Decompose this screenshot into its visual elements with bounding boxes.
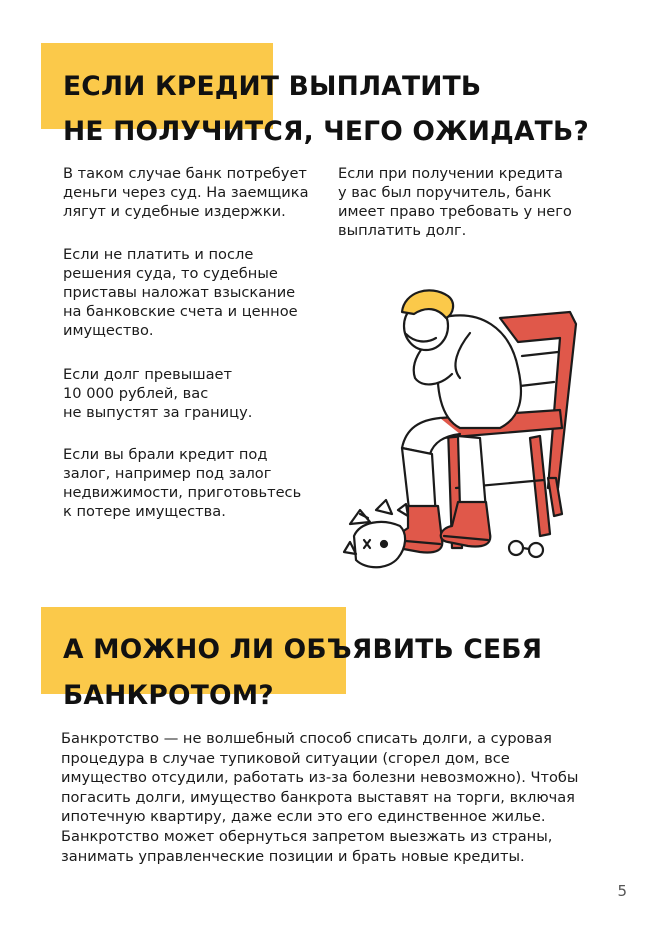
paragraph-court <box>63 164 309 221</box>
text-line: ипотечную квартиру, даже если это его единственное жилье. <box>61 808 546 826</box>
text-line: лягут и судебные издержки. <box>63 203 286 220</box>
text-line: занимать управленческие позиции и брать новые кредиты. <box>61 847 525 865</box>
text-line: недвижимости, приготовьтесь <box>63 484 302 501</box>
section2-title <box>63 627 542 719</box>
text-line: Если долг превышает <box>63 366 233 383</box>
text-line: Если при получении кредита <box>338 165 563 182</box>
section1-title-line1: ЕСЛИ КРЕДИТ ВЫПЛАТИТЬ <box>63 71 482 102</box>
paragraph-collateral <box>63 445 301 521</box>
section2-title-line1: А МОЖНО ЛИ ОБЪЯВИТЬ СЕБЯ <box>63 634 543 665</box>
text-line: залог, например под залог <box>63 465 272 482</box>
text-line: приставы наложат взыскание <box>63 284 296 301</box>
text-line: имеет право требовать у него <box>338 203 572 220</box>
text-line: В таком случае банк потребует <box>63 165 307 182</box>
text-line: Банкротство может обернуться запретом выезжать из страны, <box>61 827 553 845</box>
section1-title <box>63 64 589 154</box>
text-line: выплатить долг. <box>338 222 467 239</box>
text-line: имущество отсудили, работать из-за болезни невозможно). Чтобы <box>61 769 579 787</box>
text-line: Если не платить и после <box>63 246 254 263</box>
paragraph-bailiffs <box>63 245 298 340</box>
text-line: 10 000 рублей, вас <box>63 385 209 402</box>
text-line: решения суда, то судебные <box>63 265 278 282</box>
paragraph-guarantor <box>338 164 572 240</box>
text-line: процедура в случае тупиковой ситуации (сгорел дом, все <box>61 749 510 767</box>
text-line: погасить долги, имущество банкрота выставят на торги, включая <box>61 788 575 806</box>
section1-title-line2: НЕ ПОЛУЧИТСЯ, ЧЕГО ОЖИДАТЬ? <box>63 116 589 147</box>
paragraph-travel-ban <box>63 365 252 422</box>
bankruptcy-paragraph <box>61 729 601 866</box>
text-line: к потере имущества. <box>63 503 226 520</box>
distressed-man-illustration <box>340 278 590 588</box>
text-line: Если вы брали кредит под <box>63 446 268 463</box>
text-line: не выпустят за границу. <box>63 404 253 421</box>
text-line: Банкротство — не волшебный способ списать долги, а суровая <box>61 730 552 747</box>
section2-title-line2: БАНКРОТОМ? <box>63 680 274 711</box>
text-line: у вас был поручитель, банк <box>338 184 552 201</box>
text-line: на банковские счета и ценное <box>63 303 298 320</box>
page-number: 5 <box>617 882 627 900</box>
text-line: имущество. <box>63 322 154 339</box>
text-line: деньги через суд. На заемщика <box>63 184 309 201</box>
